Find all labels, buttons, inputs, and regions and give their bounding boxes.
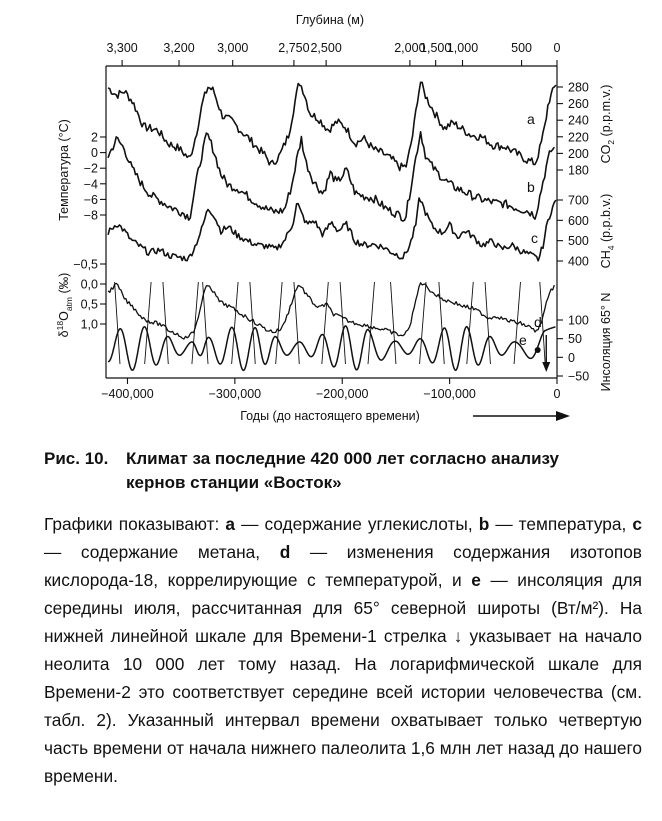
co2-tick-label: 180 [568, 163, 589, 178]
depth-tick-label: 1,000 [446, 41, 479, 55]
d18o-tick-label: 0,5 [80, 297, 98, 312]
correlation-line [420, 282, 426, 364]
figure-caption [44, 447, 644, 495]
body-letter-b: b [478, 514, 490, 534]
depth-tick-label: 2,000 [394, 41, 426, 55]
co2-tick-label: 240 [568, 113, 589, 128]
ch4-tick-label: 600 [568, 213, 589, 228]
depth-tick-label: 0 [553, 41, 561, 55]
years-axis-title: Годы (до настоящего времени) [240, 409, 420, 423]
insolation-axis-title: Инсоляция 65° N [599, 292, 613, 392]
body-letter-d: d [279, 542, 291, 562]
ch4-tick-label: 400 [568, 254, 589, 269]
series-b-line [108, 132, 554, 221]
body-text-1: Графики показывают: [44, 514, 226, 534]
series-group [108, 82, 556, 372]
depth-tick-label: 1,500 [420, 41, 452, 55]
series-label-e: e [519, 332, 527, 348]
temperature-tick-label: −8 [83, 208, 98, 223]
series-a-line [108, 82, 556, 170]
depth-tick-label: 2,750 [278, 41, 310, 55]
correlation-line [115, 282, 120, 364]
correlation-line [322, 282, 328, 364]
correlation-line [485, 282, 490, 364]
d18o-ticks [73, 258, 106, 332]
d18o-tick-label: −0,5 [73, 257, 98, 272]
d18o-axis-title: $\delta^{18}O_{atm}$ (‰) [55, 272, 74, 338]
depth-tick-label: 3,300 [106, 41, 138, 55]
co2-tick-label: 220 [568, 130, 589, 145]
temperature-tick-label: −4 [83, 177, 98, 192]
series-label-d: d [534, 314, 542, 330]
ch4-tick-label: 500 [568, 234, 589, 249]
year-tick-label: −300,000 [208, 387, 262, 401]
neolithic-arrowhead [542, 362, 550, 372]
caption-line-1: Климат за последние 420 000 лет согласно анализу [126, 449, 560, 468]
body-text-6: — инсоляция для середины июля, рассчитанная для 65° северной широты (Вт/м²). На нижней линейной шкале для Времени-1 стрелка ↓ указывает на начало неолита 10 000 лет тому назад. На логарифмической шкале для Времени-2 это соответствует середине всей истории человечества (см. табл. 2). Указанный интервал времени охватывает только четвертую часть времени от начала нижнего палеолита 1,6 млн лет назад до нашего времени. [44, 570, 642, 786]
time-arrowhead [556, 411, 570, 421]
correlation-line [294, 282, 299, 364]
year-tick-label: 0 [553, 387, 561, 401]
body-text-4: — содержание метана, [44, 542, 280, 562]
depth-axis-title: Глубина (м) [295, 13, 365, 27]
caption-line-2: кернов станции «Восток» [126, 473, 342, 492]
series-label-a: a [527, 111, 535, 127]
correlation-line [439, 282, 444, 364]
ch4-axis-title: $CH_4$ (p.p.b.v.) [599, 193, 616, 269]
correlation-line [163, 282, 168, 364]
temperature-axis-title: Температура (°C) [57, 119, 71, 221]
body-text-2: — содержание углекислоты, [235, 514, 479, 534]
co2-axis-title: $CO_2$ (p.p.m.v.) [599, 84, 616, 164]
correlation-line [391, 282, 396, 364]
ch4-tick-label: 700 [568, 193, 589, 208]
co2-tick-label: 280 [568, 80, 589, 95]
co2-tick-label: 260 [568, 97, 589, 112]
co2-ticks [557, 81, 589, 178]
insolation-ticks [557, 314, 589, 384]
d18o-tick-label: 1,0 [80, 317, 98, 332]
body-letter-e: e [471, 570, 481, 590]
depth-tick-label: 3,000 [217, 41, 249, 55]
temperature-tick-label: −2 [83, 161, 98, 176]
depth-tick-label: 3,200 [163, 41, 195, 55]
marker-dot [535, 347, 541, 353]
insolation-tick-label: 0 [568, 350, 575, 365]
body-text-3: — температура, [489, 514, 633, 534]
body-paragraph [44, 510, 642, 790]
body-text-5: — изменения содержания изотопов кислорода-18, коррелирующие с температурой, и [44, 542, 642, 590]
co2-tick-label: 200 [568, 146, 589, 161]
series-label-c: c [531, 230, 538, 246]
correlation-line [340, 282, 345, 364]
d18o-tick-label: 0,0 [80, 277, 98, 292]
depth-tick-label: 2,500 [310, 41, 342, 55]
insolation-tick-label: 50 [568, 332, 582, 347]
temperature-tick-label: 0 [91, 146, 98, 161]
caption-number: Рис. 10. [44, 449, 109, 468]
depth-tick-label: 500 [511, 41, 532, 55]
temperature-tick-label: −6 [83, 192, 98, 207]
correlation-line [368, 282, 374, 364]
year-tick-label: −400,000 [101, 387, 154, 401]
series-label-b: b [527, 179, 535, 195]
year-tick-label: −200,000 [315, 387, 369, 401]
temperature-ticks [84, 131, 106, 223]
body-letter-a: a [225, 514, 236, 534]
depth-axis-ticks [106, 41, 560, 66]
correlation-line [232, 282, 238, 364]
body-letter-c: c [632, 514, 642, 534]
ch4-ticks [557, 194, 589, 269]
insolation-tick-label: −50 [568, 369, 590, 384]
temperature-tick-label: 2 [91, 130, 98, 145]
correlation-line [276, 282, 282, 364]
year-tick-label: −100,000 [423, 387, 476, 401]
years-axis-ticks [101, 378, 560, 401]
correlation-line [467, 282, 473, 364]
insolation-tick-label: 100 [568, 313, 589, 328]
